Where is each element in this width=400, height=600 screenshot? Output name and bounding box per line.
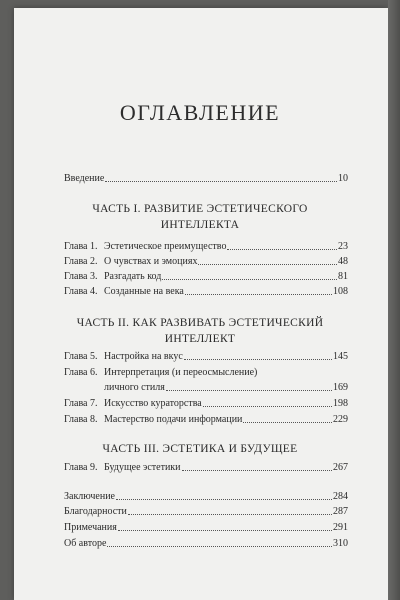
chapter-number: Глава 6. xyxy=(64,367,98,378)
part-heading-2 xyxy=(40,315,360,347)
toc-page-number: 284 xyxy=(333,491,348,502)
toc-page-number: 229 xyxy=(333,414,348,425)
chapter-number: Глава 1. xyxy=(64,241,98,252)
toc-entry-chapter-4 xyxy=(64,285,348,298)
toc-page-number: 310 xyxy=(333,538,348,549)
toc-entry-label: Об авторе xyxy=(64,538,107,549)
chapter-title: Мастерство подачи информации xyxy=(104,414,243,425)
toc-entry-chapter-8 xyxy=(64,413,348,426)
toc-entry-chapter-1 xyxy=(64,240,348,253)
dot-leader xyxy=(182,470,333,471)
toc-entry-chapter-9 xyxy=(64,461,348,474)
dot-leader xyxy=(184,359,332,360)
toc-entry-label: Введение xyxy=(64,173,105,184)
part-heading-line: ЧАСТЬ II. КАК РАЗВИВАТЬ ЭСТЕТИЧЕСКИЙ xyxy=(76,317,324,329)
toc-page-number: 108 xyxy=(333,286,348,297)
toc-page-number: 169 xyxy=(333,382,348,393)
toc-page-number: 287 xyxy=(333,506,348,517)
dot-leader xyxy=(105,181,337,182)
toc-entry-label: Благодарности xyxy=(64,506,127,517)
toc-entry-chapter-5 xyxy=(64,350,348,363)
dot-leader xyxy=(198,264,337,265)
toc-entry-label: Заключение xyxy=(64,491,115,502)
dot-leader xyxy=(166,390,332,391)
toc-page-number: 145 xyxy=(333,351,348,362)
chapter-number: Глава 9. xyxy=(64,462,98,473)
toc-page-number: 23 xyxy=(338,241,348,252)
toc-page-number: 291 xyxy=(333,522,348,533)
dot-leader xyxy=(243,422,332,423)
chapter-title: Эстетическое преимущество xyxy=(104,241,227,252)
book-spine xyxy=(388,0,400,600)
part-heading-line: ЧАСТЬ I. РАЗВИТИЕ ЭСТЕТИЧЕСКОГО xyxy=(92,203,308,215)
toc-page-number: 267 xyxy=(333,462,348,473)
dot-leader xyxy=(185,294,332,295)
toc-page-number: 198 xyxy=(333,398,348,409)
chapter-number: Глава 7. xyxy=(64,398,98,409)
toc-page-number: 81 xyxy=(338,271,348,282)
chapter-title: Созданные на века xyxy=(104,286,184,297)
part-heading-line: ИНТЕЛЛЕКТА xyxy=(160,219,240,231)
part-heading-line: ЧАСТЬ III. ЭСТЕТИКА И БУДУЩЕЕ xyxy=(102,443,298,455)
chapter-title: Искусство кураторства xyxy=(104,398,202,409)
chapter-title: О чувствах и эмоциях xyxy=(104,256,198,267)
chapter-number: Глава 2. xyxy=(64,256,98,267)
chapter-number: Глава 5. xyxy=(64,351,98,362)
dot-leader xyxy=(162,279,337,280)
toc-page-number: 10 xyxy=(338,173,348,184)
toc-entry-conclusion xyxy=(64,490,348,503)
toc-entry-intro xyxy=(64,172,348,185)
dot-leader xyxy=(203,406,332,407)
toc-page-number: 48 xyxy=(338,256,348,267)
chapter-title-continued: личного стиля xyxy=(104,382,165,393)
chapter-title: Интерпретация (и переосмысление) xyxy=(104,367,258,378)
chapter-number: Глава 8. xyxy=(64,414,98,425)
dot-leader xyxy=(116,499,332,500)
toc-entry-chapter-2 xyxy=(64,255,348,268)
toc-entry-notes xyxy=(64,521,348,534)
chapter-number: Глава 4. xyxy=(64,286,98,297)
dot-leader xyxy=(118,530,332,531)
toc-entry-acknowledgements xyxy=(64,505,348,518)
part-heading-1 xyxy=(40,201,360,233)
part-heading-line: ИНТЕЛЛЕКТ xyxy=(164,333,236,345)
dot-leader xyxy=(128,514,332,515)
chapter-title: Разгадать код xyxy=(104,271,162,282)
chapter-number: Глава 3. xyxy=(64,271,98,282)
toc-entry-chapter-6-line-2 xyxy=(64,381,348,394)
toc-entry-about-author xyxy=(64,537,348,550)
part-heading-3 xyxy=(40,441,360,457)
toc-entry-label: Примечания xyxy=(64,522,117,533)
toc-entry-chapter-3 xyxy=(64,270,348,283)
chapter-title: Настройка на вкус xyxy=(104,351,183,362)
chapter-title: Будущее эстетики xyxy=(104,462,181,473)
toc-entry-chapter-7 xyxy=(64,397,348,410)
page-title: ОГЛАВЛЕНИЕ xyxy=(119,100,281,125)
dot-leader xyxy=(107,546,332,547)
dot-leader xyxy=(227,249,337,250)
toc-entry-chapter-6-line-1 xyxy=(64,366,348,379)
